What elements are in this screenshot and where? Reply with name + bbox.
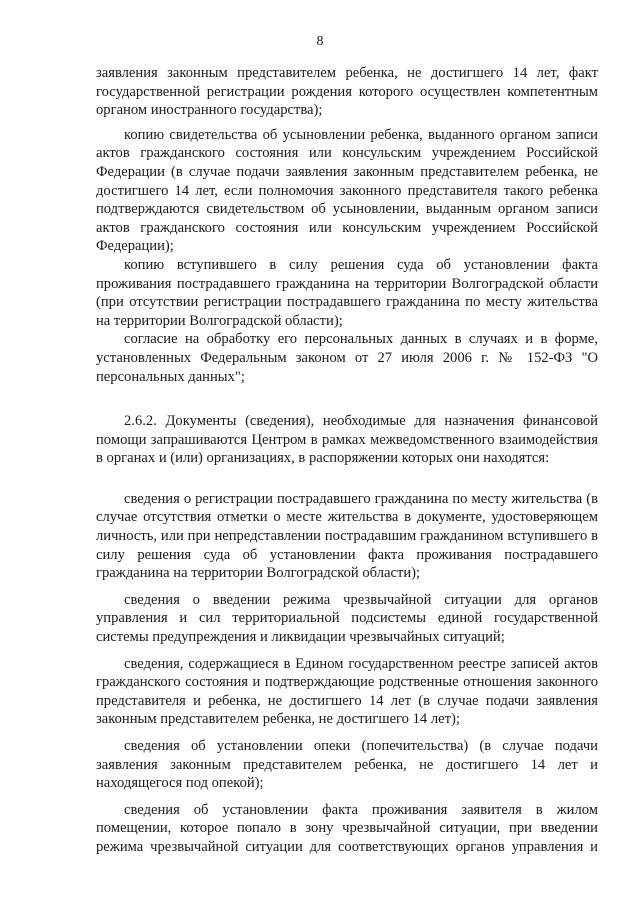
page-number: 8 xyxy=(316,34,324,49)
paragraph-emergency-regime: сведения о введении режима чрезвычайной ситуации для органов управления и сил территориальной подсистемы единой государственной системы предупреждения и ликвидации чрезвычайных ситуаций; xyxy=(96,591,598,646)
paragraph-section-2-6-2: 2.6.2. Документы (сведения), необходимые для назначения финансовой помощи запрашиваются Центром в рамках межведомственного взаимодействия в органах и (или) организациях, в распоряжении которых они находятся: xyxy=(96,413,598,467)
document-body xyxy=(96,64,598,857)
paragraph-guardianship: сведения об установлении опеки (попечительства) (в случае подачи заявления законным представителем ребенка, не достигшего 14 лет и находящегося под опекой); xyxy=(96,738,598,792)
paragraph-personal-data-consent: согласие на обработку его персональных данных в случаях и в форме, установленных Федеральным законом от 27 июля 2006 г. № 152-ФЗ "О персональных данных"; xyxy=(96,331,598,385)
paragraph-registration-info: сведения о регистрации пострадавшего гражданина по месту жительства (в случае отсутствия отметки о месте жительства в документе, удостоверяющем личность, или при непредставлении пострадавшим гражданином вступившего в силу решения суда об установлении факта проживания пострадавшего гражданина на территории Волгоградской области); xyxy=(96,490,598,582)
paragraph-civil-registry: сведения, содержащиеся в Едином государственном реестре записей актов гражданского состояния и подтверждающие родственные отношения законного представителя и ребенка, не достигшего 14 лет (в случае подачи заявления законным представителем ребенка, не достигшего 14 лет); xyxy=(96,655,598,728)
paragraph-court-decision: копию вступившего в силу решения суда об установлении факта проживания пострадавшего гражданина на территории Волгоградской области (при отсутствии регистрации пострадавшего гражданина по месту жительства на территории Волгоградской области); xyxy=(96,256,598,329)
paragraph-adoption-certificate: копию свидетельства об усыновлении ребенка, выданного органом записи актов гражданского состояния или консульским учреждением Российской Федерации (в случае подачи заявления законным представителем ребенка, не достигшего 14 лет, если полномочия законного представителя такого ребенка подтверждаются свидетельством об усыновлении, выданным органом записи актов гражданского состояния или консульским учреждением Российской Федерации); xyxy=(96,126,598,255)
paragraph-continuation: заявления законным представителем ребенка, не достигшего 14 лет, факт государственной регистрации рождения которого осуществлен компетентным органом иностранного государства); xyxy=(96,65,598,119)
paragraph-residence-fact: сведения об установлении факта проживания заявителя в жилом помещении, которое попало в зону чрезвычайной ситуации, при введении режима чрезвычайной ситуации для соответствующих органов управления и xyxy=(96,801,598,855)
